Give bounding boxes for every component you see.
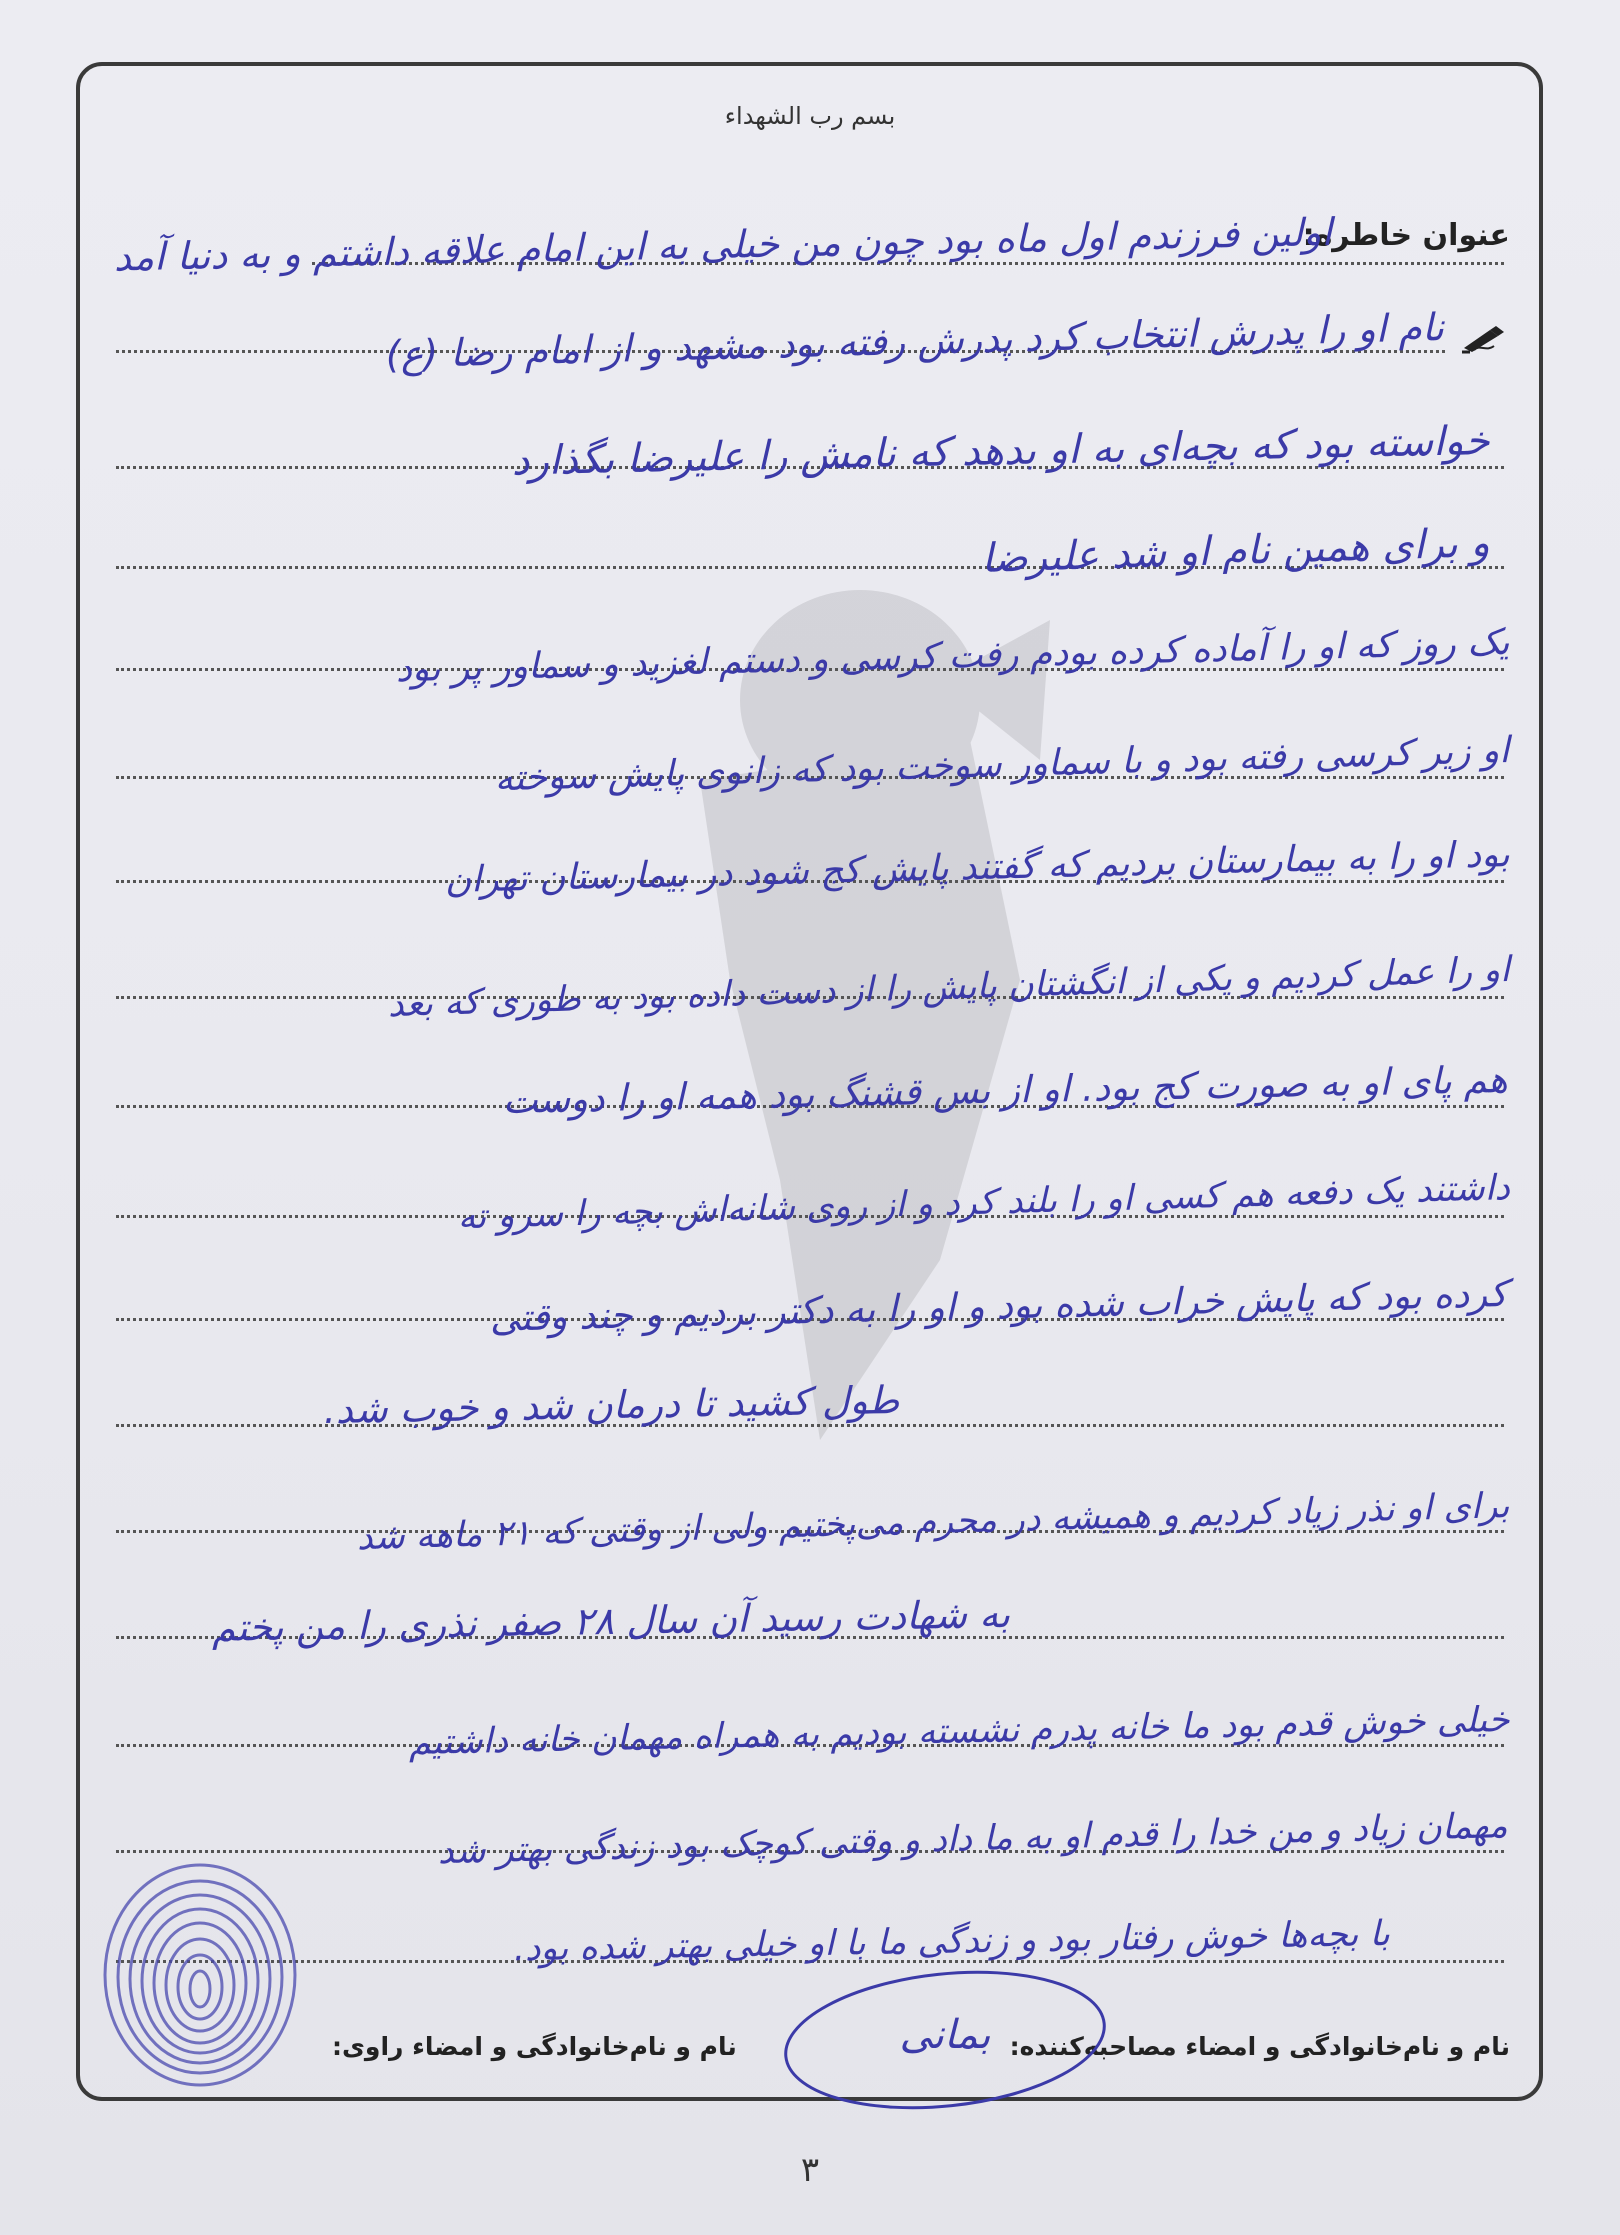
handwritten-line-16: مهمان زیاد و من خدا را قدم او به ما داد و وقتی کوچک بود زندگی بهتر شد bbox=[437, 1806, 1508, 1873]
interviewer-signature-label: نام و نام‌خانوادگی و امضاء مصاحبه‌کننده: bbox=[1009, 2032, 1510, 2061]
title-label: عنوان خاطره: bbox=[1302, 218, 1510, 253]
page-number: ۳ bbox=[800, 2150, 820, 2190]
handwritten-line-7: بود او را به بیمارستان بردیم که گفتند پایش کج شود در بیمارستان تهران bbox=[444, 834, 1510, 902]
handwritten-line-17: با بچه‌ها خوش رفتار بود و زندگی ما با او خیلی بهتر شده بود. bbox=[513, 1914, 1390, 1970]
handwritten-line-8: او را عمل کردیم و یکی از انگشتان پایش را از دست داده بود به طوری که بعد bbox=[386, 950, 1511, 1026]
handwritten-line-12: طول کشید تا درمان شد و خوب شد. bbox=[323, 1378, 900, 1433]
handwritten-line-3: خواسته بود که بچه‌ای به او بدهد که نامش را علیرضا بگذارد bbox=[511, 418, 1490, 485]
handwritten-line-13: برای او نذر زیاد کردیم و همیشه در محرم می‌پختیم ولی از وقتی که ۲۱ ماهه شد bbox=[356, 1486, 1510, 1559]
handwritten-line-4: و برای همین نام او شد علیرضا bbox=[980, 520, 1490, 582]
handwritten-line-9: هم پای او به صورت کج بود. او از بس قشنگ بود همه او را دوست bbox=[502, 1058, 1508, 1123]
handwritten-line-6: او زیر کرسی رفته بود و با سماور سوخت بود که زانوی پایش سوخته bbox=[494, 730, 1511, 800]
handwritten-line-1: اولین فرزندم اول ماه بود چون من خیلی به این امام علاقه داشتم و به دنیا آمد bbox=[112, 210, 1333, 280]
handwritten-line-2: نام او را پدرش انتخاب کرد پدرش رفته بود مشهد و از امام رضا (ع) bbox=[385, 305, 1446, 377]
interviewer-signature-text: بمانی bbox=[899, 2012, 991, 2058]
handwritten-line-14: به شهادت رسید آن سال ۲۸ صفر نذری را من پختم bbox=[210, 1592, 1010, 1650]
handwritten-line-5: یک روز که او را آماده کرده بودم رفت کرسی و دستم لغزید و سماور پر بود bbox=[395, 622, 1510, 691]
fingerprint-mark bbox=[90, 1855, 310, 2105]
narrator-signature-label: نام و نام‌خانوادگی و امضاء راوی: bbox=[332, 2032, 737, 2061]
interviewer-signature bbox=[775, 1960, 1115, 2120]
handwritten-line-11: کرده بود که پایش خراب شده بود و او را به دکتر بردیم و چند وقتی bbox=[489, 1272, 1508, 1340]
pen-writing-icon bbox=[1460, 322, 1508, 354]
handwritten-line-10: داشتند یک دفعه هم کسی او را بلند کرد و از روی شانه‌اش بچه را سرو ته bbox=[456, 1168, 1511, 1238]
basmala-heading: بسم رب الشهداء bbox=[724, 102, 896, 130]
handwritten-line-15: خیلی خوش قدم بود ما خانه پدرم نشسته بودیم به همراه مهمان خانه داشتیم bbox=[408, 1700, 1510, 1764]
